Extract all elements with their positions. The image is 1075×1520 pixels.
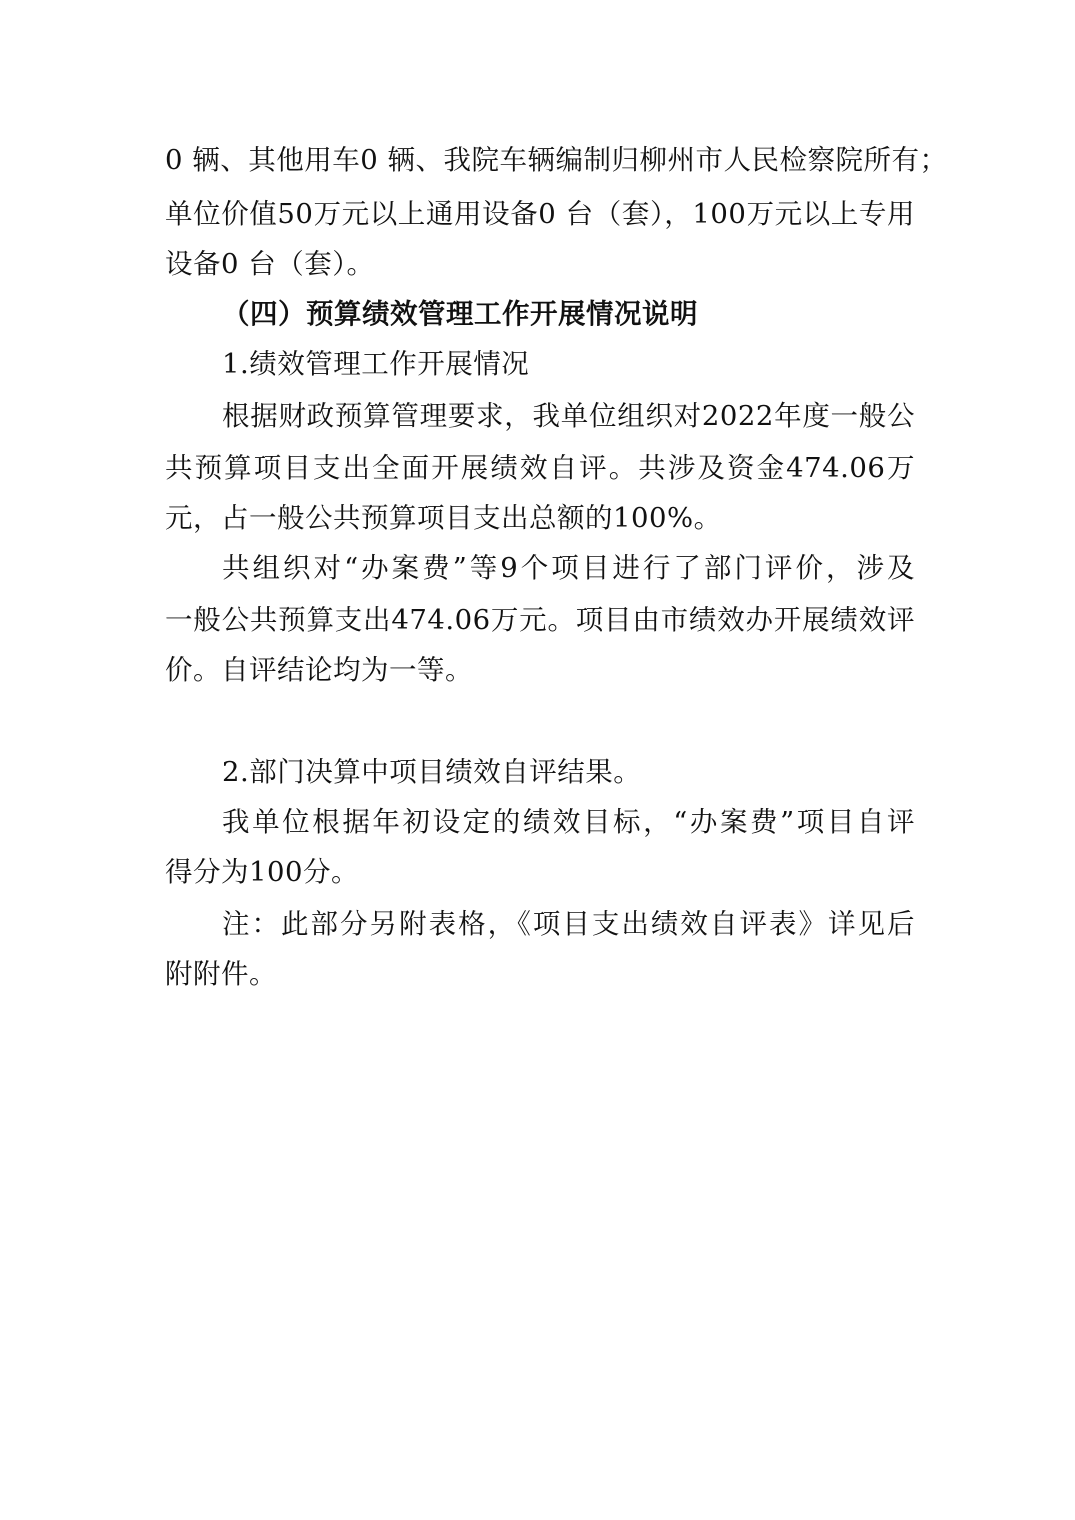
subheading-final-accounts-results: 2.部门决算中项目绩效自评结果。 [222, 756, 642, 788]
paragraph-department-evaluation-line-3: 价。自评结论均为一等。 [165, 654, 473, 686]
paragraph-self-evaluation-line-3: 元，占一般公共预算项目支出总额的100%。 [165, 502, 722, 534]
paragraph-vehicles-line-1: 0 辆、其他用车0 辆、我院车辆编制归柳州市人民检察院所有； [165, 144, 948, 176]
paragraph-vehicles-line-3: 设备0 台（套）。 [165, 248, 375, 280]
paragraph-self-evaluation-line-2: 共预算项目支出全面开展绩效自评。共涉及资金474.06万 [165, 452, 915, 484]
paragraph-department-evaluation-line-1: 共组织对“办案费”等9个项目进行了部门评价，涉及 [222, 552, 915, 584]
note-attachment-line-2: 附附件。 [165, 958, 277, 990]
paragraph-self-evaluation-line-1: 根据财政预算管理要求，我单位组织对2022年度一般公 [222, 400, 915, 432]
paragraph-department-evaluation-line-2: 一般公共预算支出474.06万元。项目由市绩效办开展绩效评 [165, 604, 915, 636]
section-heading-budget-performance: （四）预算绩效管理工作开展情况说明 [222, 298, 698, 330]
paragraph-vehicles-line-2: 单位价值50万元以上通用设备0 台（套），100万元以上专用 [165, 198, 915, 230]
paragraph-score-line-2: 得分为100分。 [165, 856, 359, 888]
note-attachment-line-1: 注：此部分另附表格，《项目支出绩效自评表》详见后 [222, 908, 915, 940]
subheading-performance-management: 1.绩效管理工作开展情况 [222, 348, 530, 380]
paragraph-score-line-1: 我单位根据年初设定的绩效目标，“办案费”项目自评 [222, 806, 915, 838]
